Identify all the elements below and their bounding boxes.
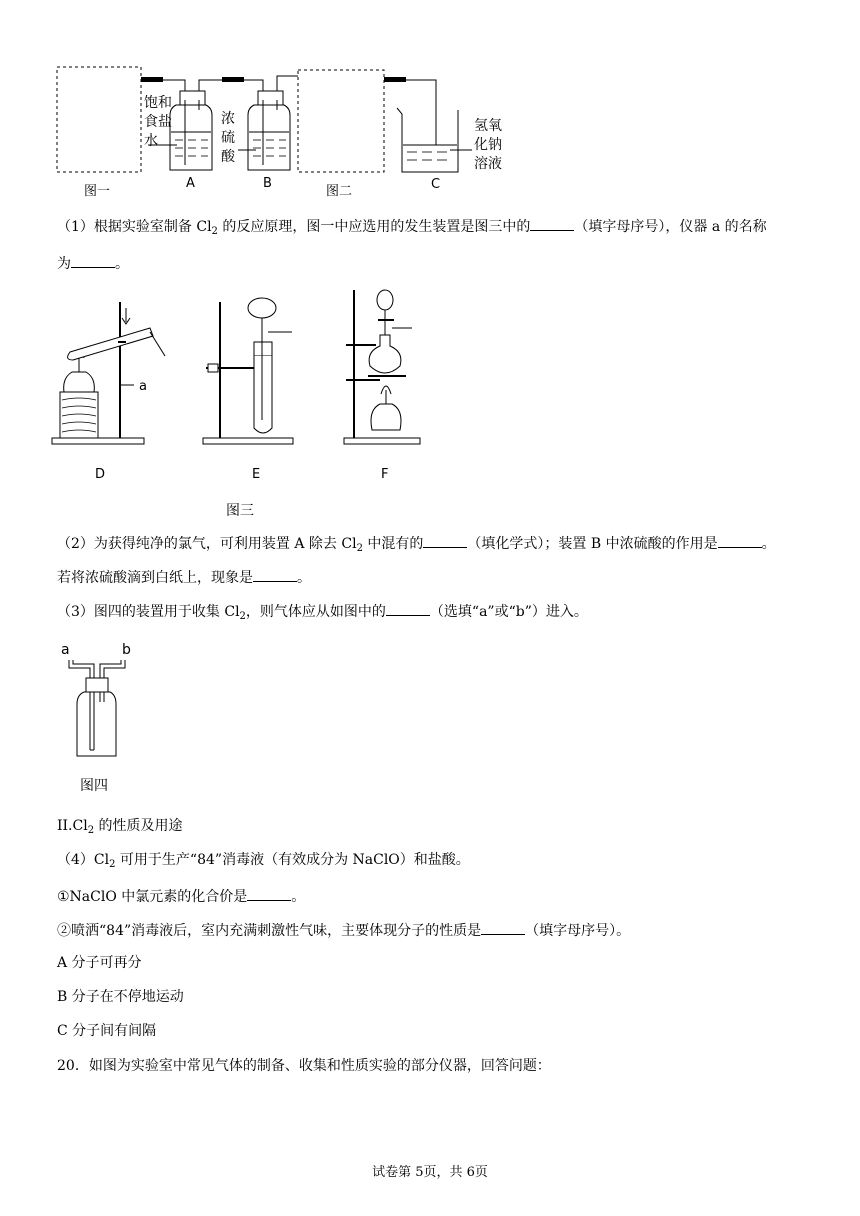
q2-text-e: 若将浓硫酸滴到白纸上，现象是: [57, 570, 253, 586]
label-bottle-b: B: [263, 176, 272, 191]
q4-sub1: [57, 886, 305, 907]
caption-fig2: 图二: [326, 184, 353, 199]
figure-4-drawing: [0, 640, 200, 770]
page-footer: 试卷第 5页，共 6页: [372, 1165, 488, 1180]
q2-sub: 2: [356, 543, 363, 554]
q1-text-c: （填字母序号），仪器 a 的名称: [574, 219, 767, 235]
caption-fig3: 图三: [226, 503, 254, 519]
figure-3-drawing: [0, 280, 860, 540]
reagent-b-label: 浓硫酸: [221, 111, 235, 165]
q1-text-d: 为: [57, 256, 71, 272]
q3-text-c: （选填“a”或“b”）进入。: [429, 604, 588, 620]
q4-sub2: [57, 920, 630, 941]
q3-text-b: ，则气体应从如图中的: [245, 604, 386, 620]
option-a: A 分子可再分: [57, 955, 142, 971]
q1-line1: [57, 216, 767, 237]
answer-blank[interactable]: [481, 920, 525, 935]
section-heading: [57, 816, 183, 836]
caption-fig4: 图四: [80, 778, 108, 794]
caption-fig1: 图一: [84, 184, 111, 199]
q2-text-b: 中混有的: [362, 536, 424, 552]
section-sub: 2: [87, 825, 95, 836]
q4-sub1-text-a: ①NaClO 中氯元素的化合价是: [57, 889, 248, 905]
q3-line: [57, 601, 588, 622]
label-bottle-a: A: [186, 176, 195, 191]
q4-sub: 2: [109, 859, 116, 870]
label-f: F: [381, 467, 389, 482]
label-d: D: [95, 467, 106, 482]
answer-blank[interactable]: [71, 253, 115, 268]
section-text-b: 的性质及用途: [94, 818, 183, 834]
q1-line2: [57, 253, 129, 274]
q1-sub: 2: [211, 226, 218, 237]
answer-blank[interactable]: [718, 533, 762, 548]
q1-text-b: 的反应原理，图一中应选用的发生装置是图三中的: [217, 219, 531, 235]
q2-text-c: （填化学式）；装置 B 中浓硫酸的作用是: [467, 536, 718, 552]
reagent-a-label: 饱和食盐水: [144, 95, 172, 149]
answer-blank[interactable]: [423, 533, 467, 548]
label-e: E: [252, 467, 261, 482]
option-c: C 分子间有间隔: [57, 1023, 157, 1039]
q2-text-f: 。: [297, 570, 311, 586]
q1-text-e: 。: [115, 256, 129, 272]
q1-text-a: （1）根据实验室制备 Cl: [57, 219, 212, 235]
q3-sub: 2: [239, 611, 246, 622]
q4-sub2-text-a: ②喷洒“84”消毒液后，室内充满刺激性气味，主要体现分子的性质是: [57, 923, 482, 939]
option-b: B 分子在不停地运动: [57, 989, 184, 1005]
q2-line2: [57, 567, 311, 588]
fig4-label-a: a: [61, 642, 70, 658]
answer-blank[interactable]: [253, 567, 297, 582]
q2-text-a: （2）为获得纯净的氯气，可利用装置 A 除去 Cl: [57, 536, 357, 552]
q20-text: 20．如图为实验室中常见气体的制备、收集和性质实验的部分仪器，回答问题：: [57, 1058, 551, 1074]
q3-text-a: （3）图四的装置用于收集 Cl: [57, 604, 240, 620]
answer-blank[interactable]: [247, 886, 291, 901]
label-a: a: [139, 379, 147, 394]
section-text-a: II.Cl: [57, 818, 88, 834]
apparatus-train-drawing: [0, 0, 860, 200]
q2-line1: [57, 533, 776, 554]
answer-blank[interactable]: [386, 601, 430, 616]
q4-text-b: 可用于生产“84”消毒液（有效成分为 NaClO）和盐酸。: [115, 852, 470, 868]
q4-text-a: （4）Cl: [57, 852, 110, 868]
fig4-label-b: b: [122, 642, 131, 658]
q4-intro: [57, 850, 470, 870]
q4-sub2-text-b: （填字母序号）。: [525, 923, 631, 939]
answer-blank[interactable]: [530, 216, 574, 231]
q4-sub1-text-b: 。: [291, 889, 306, 905]
reagent-c-label: 氢氧化钠溶液: [474, 118, 502, 172]
q2-text-d: 。: [761, 536, 776, 552]
label-beaker-c: C: [431, 177, 441, 192]
